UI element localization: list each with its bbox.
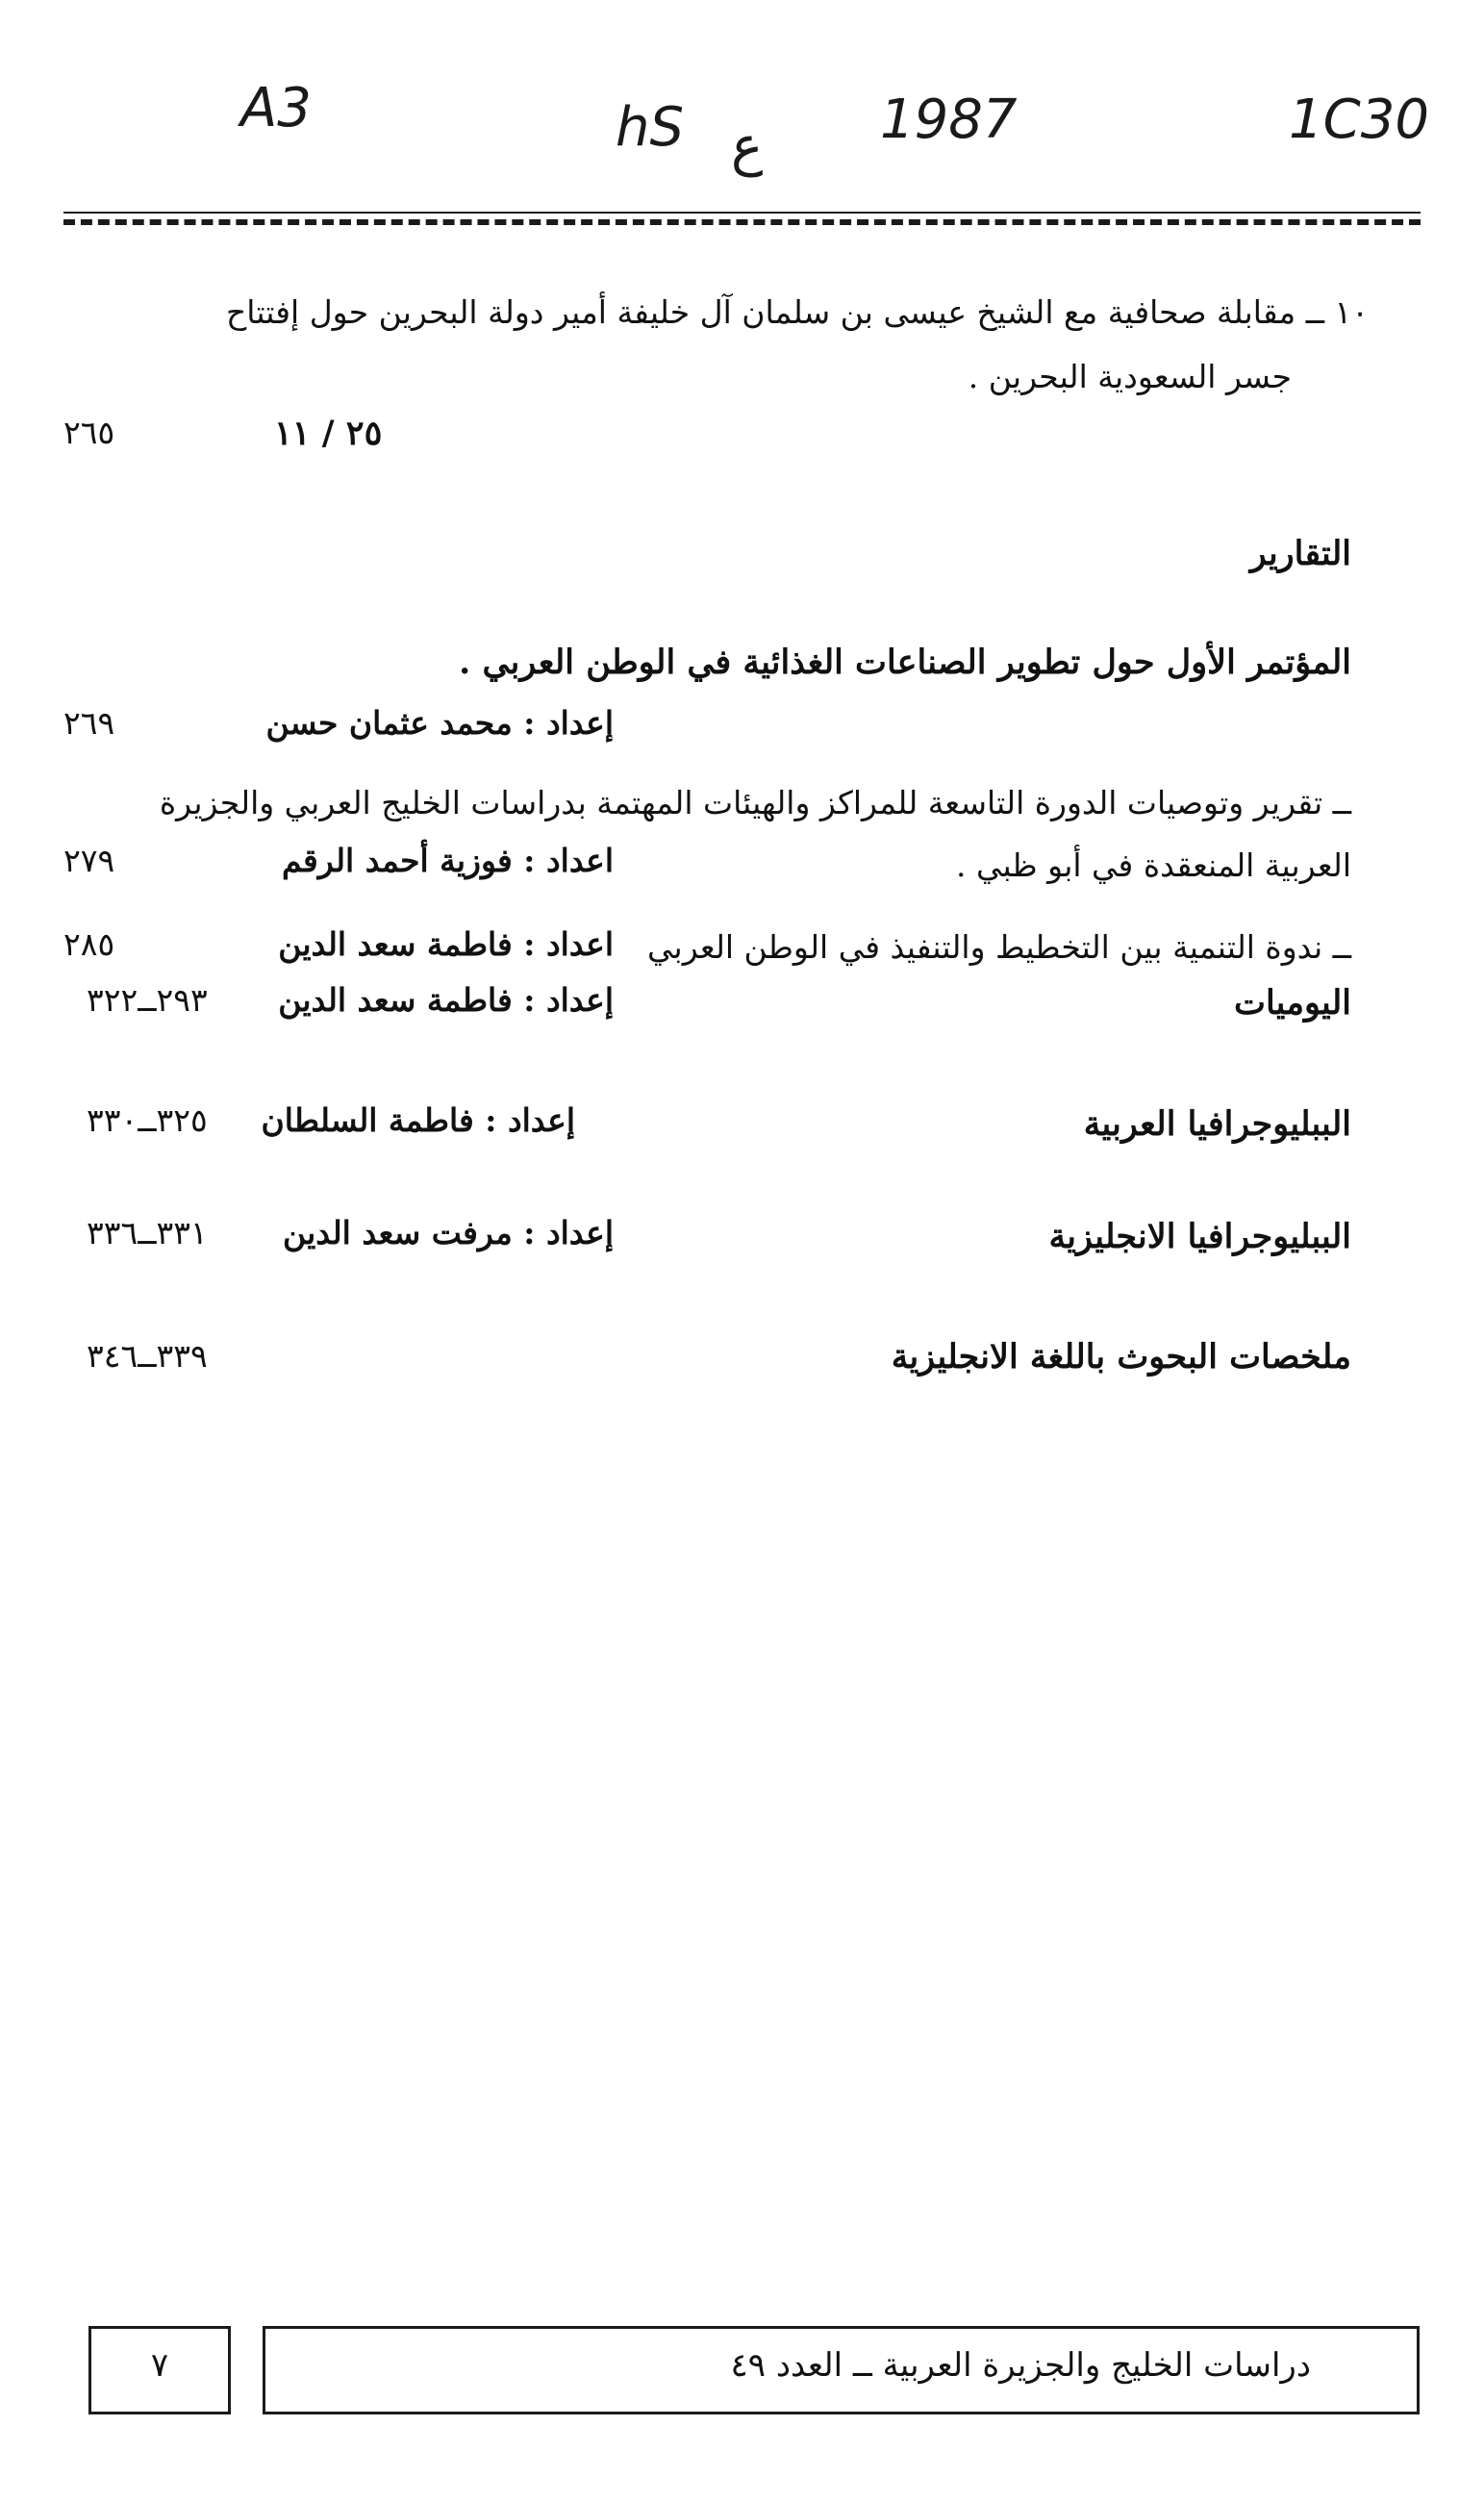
header-rule [63,212,1421,214]
diaries-author: إعداد : فاطمة سعد الدين [278,981,614,1019]
interview-date: ٢٥ / ١١ [274,414,383,453]
conference-author: إعداد : محمد عثمان حسن [265,704,614,742]
conference-title: المؤتمر الأول حول تطوير الصناعات الغذائية في الوطن العربي . [459,643,1351,682]
handwritten-mark-a3: A3 [240,77,312,139]
handwritten-code: 1C30 [1289,88,1429,151]
handwritten-mark-hs: hS [616,96,685,159]
page-number: ٧ [150,2346,169,2385]
english-bibliography-title: الببليوجرافيا الانجليزية [1048,1217,1351,1256]
seminar-page: ٢٨٥ [63,925,115,963]
handwritten-mark-ain: ع [731,115,764,178]
reports-heading: التقارير [1249,534,1351,573]
recommendations-title-line1: ــ تقرير وتوصيات الدورة التاسعة للمراكز والهيئات المهتمة بدراسات الخليج العربي والجزيرة [159,784,1351,821]
english-bibliography-author: إعداد : مرفت سعد الدين [283,1214,614,1251]
abstracts-title: ملخصات البحوث باللغة الانجليزية [891,1337,1351,1377]
recommendations-title-line2: العربية المنعقدة في أبو ظبي . [955,847,1351,884]
recommendations-author: اعداد : فوزية أحمد الرقم [282,842,614,879]
seminar-title: ــ ندوة التنمية بين التخطيط والتنفيذ في الوطن العربي [647,928,1351,966]
page-number-box [88,2326,231,2414]
header-dashed-rule [63,219,1421,225]
abstracts-pages: ٣٣٩ــ٣٤٦ [87,1337,208,1375]
recommendations-page: ٢٧٩ [63,842,115,879]
interview-page: ٢٦٥ [63,414,115,451]
handwritten-year: 1987 [880,88,1018,151]
interview-title-line2: جسر السعودية البحرين . [968,358,1292,395]
arabic-bibliography-author: إعداد : فاطمة السلطان [261,1101,575,1139]
conference-page: ٢٦٩ [63,704,115,742]
english-bibliography-pages: ٣٣١ــ٣٣٦ [87,1214,208,1251]
journal-title: دراسات الخليج والجزيرة العربية ــ العدد ٤٩ [730,2346,1311,2385]
arabic-bibliography-pages: ٣٢٥ــ٣٣٠ [87,1101,208,1139]
arabic-bibliography-title: الببليوجرافيا العربية [1083,1104,1351,1144]
seminar-author: اعداد : فاطمة سعد الدين [278,925,614,963]
journal-footer-box [263,2326,1420,2414]
diaries-title: اليوميات [1234,983,1351,1023]
diaries-pages: ٢٩٣ــ٣٢٢ [87,981,208,1019]
interview-title-line1: ١٠ ــ مقابلة صحافية مع الشيخ عيسى بن سلمان آل خليفة أمير دولة البحرين حول إفتتاح [225,293,1369,331]
